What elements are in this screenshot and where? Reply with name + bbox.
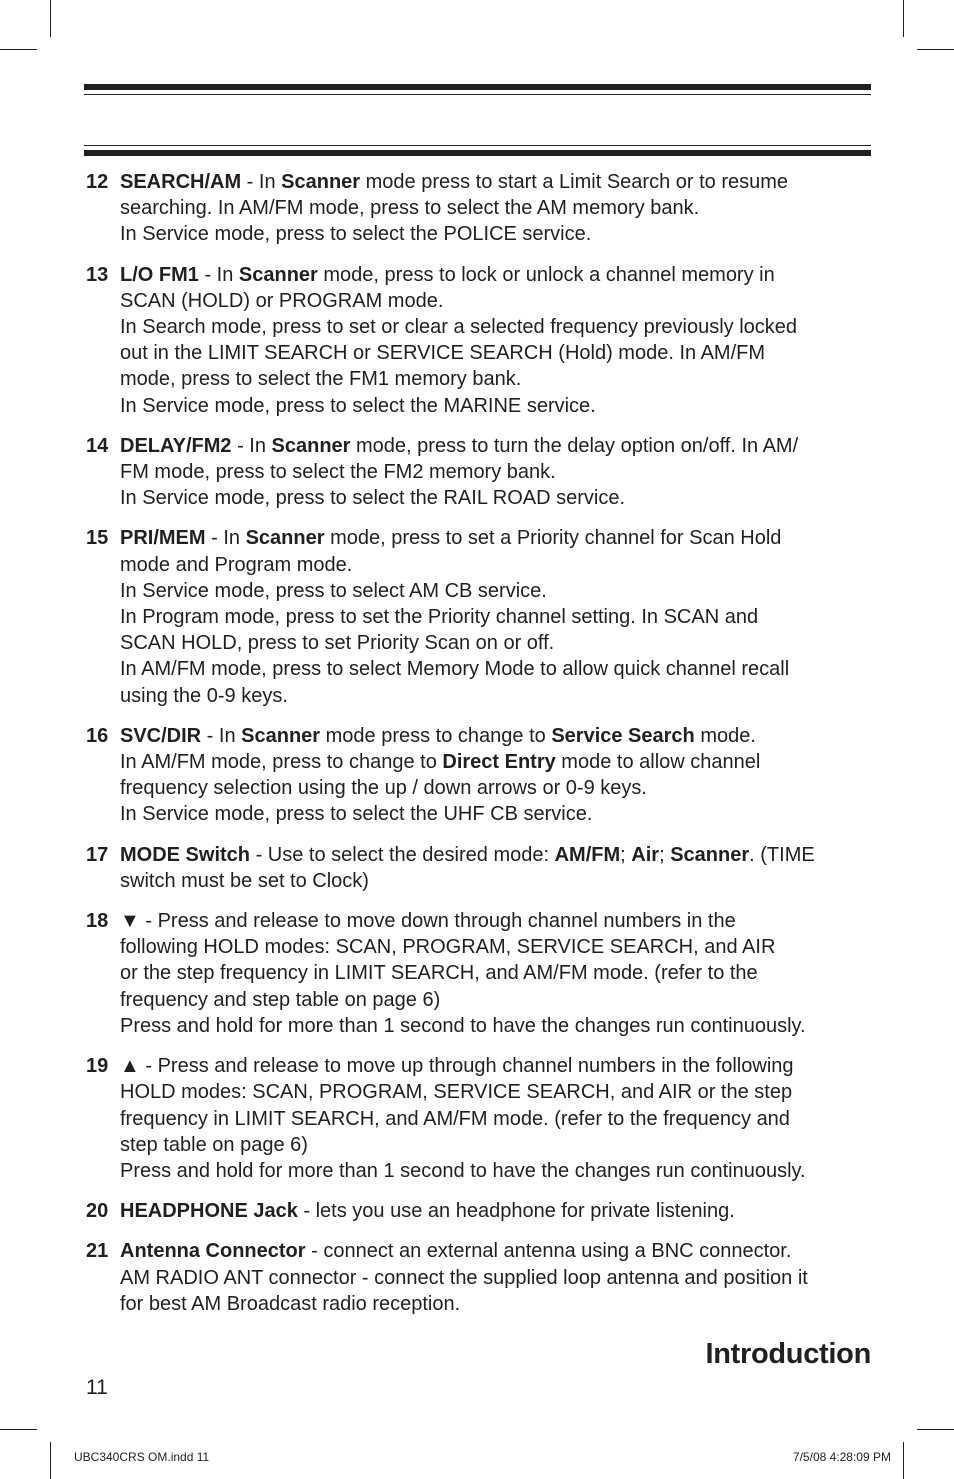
item-text: - Use to select the desired mode: [250,843,555,866]
list-item [84,842,884,894]
item-key-term: Scanner [670,843,750,866]
item-text: out in the LIMIT SEARCH or SERVICE SEARCH (Hold) mode. In AM/FM [120,342,766,365]
item-text: Press and hold for more than 1 second to have the changes run continuously. [120,1159,806,1182]
item-key-term: Scanner [281,171,361,193]
item-text: mode to allow channel [555,751,761,774]
item-text: ; [620,843,632,866]
item-text: for best AM Broadcast radio reception. [120,1292,461,1315]
item-key-term: Direct Entry [442,751,556,774]
item-text: - lets you use an headphone for private listening. [297,1200,735,1223]
item-key-term: L/O FM1 [120,263,199,286]
item-text: SCAN HOLD, press to set Priority Scan on or off. [120,632,555,655]
item-line [120,1079,884,1105]
list-item [84,262,884,419]
item-text: - In [231,434,272,457]
item-text: mode press to change to [320,724,552,747]
item-line [120,366,884,392]
item-line [120,288,884,314]
slug-file: UBC340CRS OM.indd 11 [74,1450,210,1464]
item-text: In Service mode, press to select the UHF CB service. [120,803,593,826]
item-text: - In [201,724,242,747]
item-line [120,908,884,934]
item-text: In Service mode, press to select AM CB service. [120,579,547,602]
item-line [120,656,884,682]
item-key-term: HEADPHONE Jack [120,1200,298,1223]
item-text: frequency selection using the up / down arrows or 0-9 keys. [120,777,647,800]
item-text: . (TIME [749,843,815,866]
item-key-term: PRI/MEM [120,527,206,550]
item-text: In AM/FM mode, press to change to [120,751,443,774]
item-line [120,1158,884,1184]
item-number: 13 [86,263,109,286]
item-key-term: Antenna Connector [120,1240,306,1263]
item-line [120,630,884,656]
item-text: mode. [694,724,756,747]
item-line [120,1291,884,1317]
crop-mark [917,49,954,50]
item-text: frequency in LIMIT SEARCH, and AM/FM mode. (refer to the frequency and [120,1107,790,1130]
item-line [120,987,884,1013]
item-text: following HOLD modes: SCAN, PROGRAM, SERVICE SEARCH, and AIR [120,936,776,959]
item-text: ; [659,843,671,866]
item-text: searching. In AM/FM mode, press to select the AM memory bank. [120,197,700,220]
item-text: - In [205,527,246,550]
item-line [120,195,884,221]
item-key-term: Scanner [241,724,321,747]
list-item [84,433,884,512]
item-number: 20 [86,1200,109,1223]
item-line [120,433,884,459]
item-number: 19 [86,1055,109,1078]
item-line [120,459,884,485]
item-line [120,723,884,749]
item-key-term: Scanner [271,434,351,457]
item-line [120,1106,884,1132]
header-rule-bottom [84,150,871,156]
item-number: 14 [86,434,109,457]
item-text: mode, press to select the FM1 memory bank. [120,368,522,391]
item-number: 15 [86,527,109,550]
list-item [84,1198,884,1224]
item-text: In Service mode, press to select the RAIL ROAD service. [120,487,626,510]
controls-list [84,169,884,1331]
header-rule-bottom-thin [84,145,871,146]
item-line [120,169,884,195]
crop-mark [917,1429,954,1430]
item-line [120,1265,884,1291]
crop-mark [50,1442,51,1479]
item-line [120,340,884,366]
item-key-term: Scanner [238,263,318,286]
item-text: Press and hold for more than 1 second to have the changes run continuously. [120,1014,806,1037]
item-key-term: MODE Switch [120,843,251,866]
section-title: Introduction [705,1338,871,1370]
item-text: In Service mode, press to select the POLICE service. [120,223,592,246]
item-line [120,960,884,986]
crop-mark [50,0,51,37]
item-line [120,842,884,868]
item-text: mode press to start a Limit Search or to resume [360,171,789,193]
item-line [120,775,884,801]
item-line [120,1238,884,1264]
item-text: AM RADIO ANT connector - connect the supplied loop antenna and position it [120,1266,808,1289]
item-text: - Press and release to move up through channel numbers in the following [139,1055,794,1078]
item-text: In AM/FM mode, press to select Memory Mode to allow quick channel recall [120,658,790,681]
item-key-term: SVC/DIR [120,724,202,747]
item-text: - Press and release to move down through channel numbers in the [139,910,736,933]
item-line [120,1013,884,1039]
item-key-term: ▼ [120,910,140,933]
item-text: FM mode, press to select the FM2 memory bank. [120,461,556,484]
item-line [120,314,884,340]
item-line [120,1053,884,1079]
item-key-term: DELAY/FM2 [120,434,232,457]
item-line [120,868,884,894]
item-line [120,683,884,709]
item-line [120,221,884,247]
item-text: or the step frequency in LIMIT SEARCH, and AM/FM mode. (refer to the [120,962,758,985]
page-number: 11 [86,1376,108,1399]
item-text: switch must be set to Clock) [120,869,369,892]
item-line [120,1132,884,1158]
item-key-term: AM/FM [554,843,621,866]
item-text: - In [241,171,282,193]
item-text: mode, press to set a Priority channel for Scan Hold [324,527,782,550]
item-line [120,393,884,419]
item-line [120,604,884,630]
item-text: - In [198,263,239,286]
item-line [120,262,884,288]
header-rule-top [84,84,871,90]
item-key-term: Air [631,843,660,866]
item-text: mode, press to lock or unlock a channel memory in [317,263,775,286]
item-key-term: ▲ [120,1055,140,1078]
slug-date: 7/5/08 4:28:09 PM [792,1450,891,1464]
item-number: 21 [86,1240,109,1263]
list-item [84,723,884,828]
crop-mark [0,49,37,50]
item-text: - connect an external antenna using a BNC connector. [305,1240,792,1263]
item-text: SCAN (HOLD) or PROGRAM mode. [120,289,444,312]
list-item [84,169,884,248]
item-line [120,552,884,578]
item-line [120,1198,884,1224]
crop-mark [903,0,904,37]
item-text: HOLD modes: SCAN, PROGRAM, SERVICE SEARCH, and AIR or the step [120,1081,793,1104]
item-number: 17 [86,843,109,866]
item-text: mode, press to turn the delay option on/off. In AM/ [350,434,799,457]
item-text: mode and Program mode. [120,553,353,576]
item-text: In Program mode, press to set the Priority channel setting. In SCAN and [120,606,759,629]
item-line [120,485,884,511]
item-key-term: SEARCH/AM [120,171,242,193]
item-number: 18 [86,910,109,933]
list-item [84,1238,884,1317]
item-number: 12 [86,171,109,193]
list-item [84,1053,884,1184]
header-rule-top-thin [84,94,871,95]
item-number: 16 [86,724,109,747]
item-line [120,934,884,960]
crop-mark [0,1429,37,1430]
item-line [120,801,884,827]
item-line [120,578,884,604]
item-text: In Search mode, press to set or clear a selected frequency previously locked [120,316,798,339]
item-text: step table on page 6) [120,1133,308,1156]
list-item [84,908,884,1039]
item-line [120,749,884,775]
item-text: using the 0-9 keys. [120,684,288,707]
item-text: In Service mode, press to select the MARINE service. [120,394,596,417]
crop-mark [903,1442,904,1479]
item-text: frequency and step table on page 6) [120,988,441,1011]
item-key-term: Scanner [245,527,325,550]
item-key-term: Service Search [551,724,695,747]
item-line [120,525,884,551]
list-item [84,525,884,708]
